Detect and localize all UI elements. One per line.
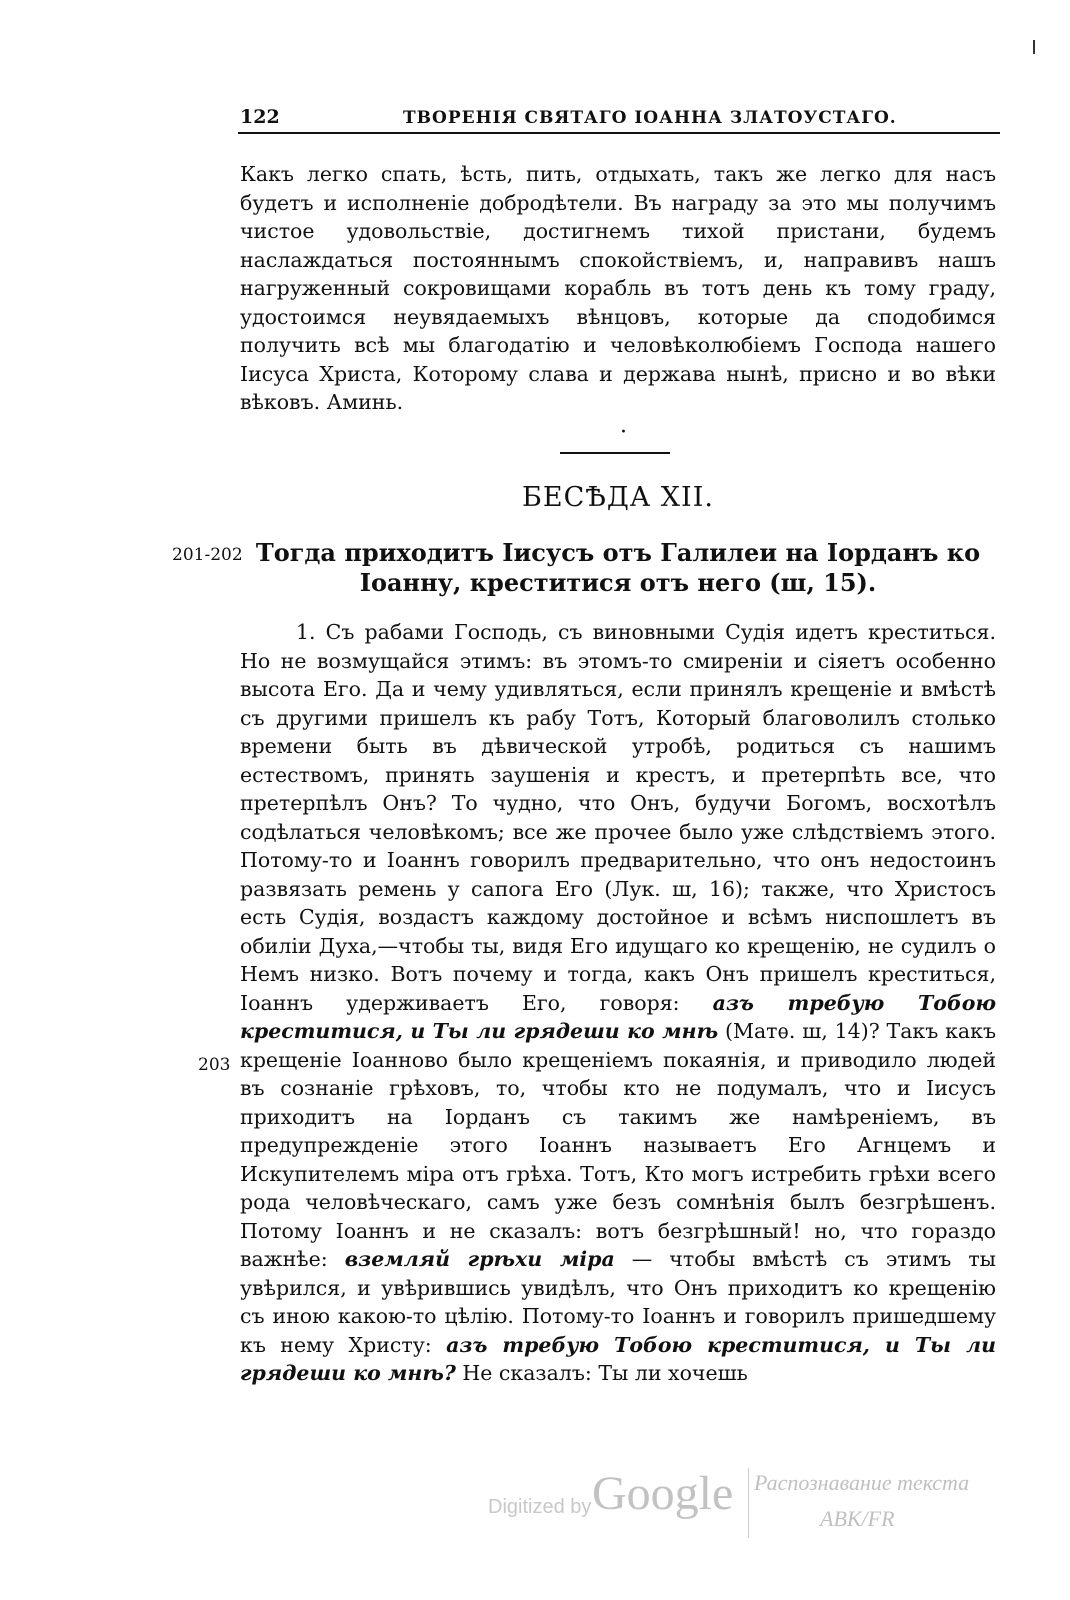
running-header: [238, 104, 1000, 134]
section-divider: [560, 452, 670, 454]
scripture-quote: вземляй грѣхи міра: [344, 1247, 615, 1271]
paragraph-main: [240, 618, 996, 1388]
page-number: 122: [240, 106, 280, 128]
watermark-recognition: Распознавание текста: [754, 1470, 970, 1495]
section-heading: БЕСѢДА XII.: [522, 482, 714, 513]
homily-title: [240, 538, 996, 598]
margin-note: 201-202: [172, 545, 243, 565]
running-title: ТВОРЕНІЯ СВЯТАГО ІОАННА ЗЛАТОУСТАГО.: [403, 108, 897, 128]
scripture-quote: азъ требую Тобою креститися, и Ты ли грядеши ко мнѣ: [240, 990, 996, 1043]
watermark-credit: ABK/FR: [820, 1506, 895, 1531]
margin-note: 203: [198, 1055, 231, 1075]
watermark-separator: [748, 1468, 749, 1538]
watermark-digitized: Digitized by: [488, 1496, 592, 1518]
text-run: 1. Съ рабами Господь, съ виновными Судія идетъ креститься. Но не возмущайся этимъ: въ этомъ-то смиреніи и сіяетъ особенно высота Его. Да и чему удивляться, если принялъ крещеніе и вмѣстѣ съ другими пришелъ къ рабу Тотъ, Который благоволилъ столько времени быть въ дѣвической утробѣ, родиться съ нашимъ естествомъ, принять заушенія и крестъ, и претерпѣть все, что претерпѣлъ Онъ? То чудно, что Онъ, будучи Богомъ, восхотѣлъ содѣлаться человѣкомъ; все же прочее было уже слѣдствіемъ этого. Потому-то и Іоаннъ говорилъ предварительно, что онъ недостоинъ развязать ремень у сапога Его (Лук. ш, 16); также, что Христосъ есть Судія, воздастъ каждому достойное и всѣмъ ниспошлетъ въ обиліи Духа,—чтобы ты, видя Его идущаго ко крещенію, не судилъ о Немъ низко. Вотъ почему и тогда, какъ Онъ пришелъ креститься, Іоаннъ удерживаетъ Его, говоря:: [240, 620, 996, 1015]
text-run: (Матѳ. ш, 14)? Такъ какъ крещеніе Іоанново было крещеніемъ покаянія, и приводило людей въ сознаніе грѣховъ, то, чтобы кто не подумалъ, что и Іисусъ приходитъ на Іорданъ съ такимъ же намѣреніемъ, въ предупрежденіе этого Іоаннъ называетъ Его Агнцемъ и Искупителемъ міра отъ грѣха. Тотъ, Кто могъ истребить грѣхи всего рода человѣческаго, самъ уже безъ сомнѣнія былъ безгрѣшенъ. Потому Іоаннъ и не сказалъ: вотъ безгрѣшный! но, что гораздо важнѣе:: [240, 1019, 996, 1271]
paragraph-closing: Какъ легко спать, ѣсть, пить, отдыхать, такъ же легко для насъ будетъ и исполненіе добродѣтели. Въ награду за это мы получимъ чистое удовольствіе, достигнемъ тихой пристани, будемъ наслаждаться постояннымъ спокойствіемъ, и, направивъ нашъ нагруженный сокровищами корабль въ тотъ день къ тому граду, удостоимся неувядаемыхъ вѣнцовъ, которые да сподобимся получить всѣ мы благодатію и человѣколюбіемъ Господа нашего Іисуса Христа, Которому слава и держава нынѣ, присно и во вѣки вѣковъ. Аминь.: [240, 162, 996, 414]
title-line-1: Тогда приходитъ Іисусъ отъ Галилеи на Іорданъ ко: [255, 538, 981, 567]
text-run: Не сказалъ: Ты ли хочешь: [455, 1361, 748, 1385]
ornament-dot: ·: [620, 420, 627, 445]
watermark-google: Google: [592, 1467, 734, 1520]
scan-mark: [1033, 40, 1035, 54]
scripture-quote: азъ требую Тобою креститися, и Ты ли грядеши ко мнѣ?: [240, 1332, 996, 1385]
title-line-2: Іоанну, креститися отъ него (ш, 15).: [359, 568, 877, 597]
text-run: — чтобы вмѣстѣ съ этимъ ты увѣрился, и увѣрившись увидѣлъ, что Онъ приходитъ ко крещенію съ иною какою-то цѣлію. Потому-то Іоаннъ и говорилъ пришедшему къ нему Христу:: [240, 1247, 996, 1357]
